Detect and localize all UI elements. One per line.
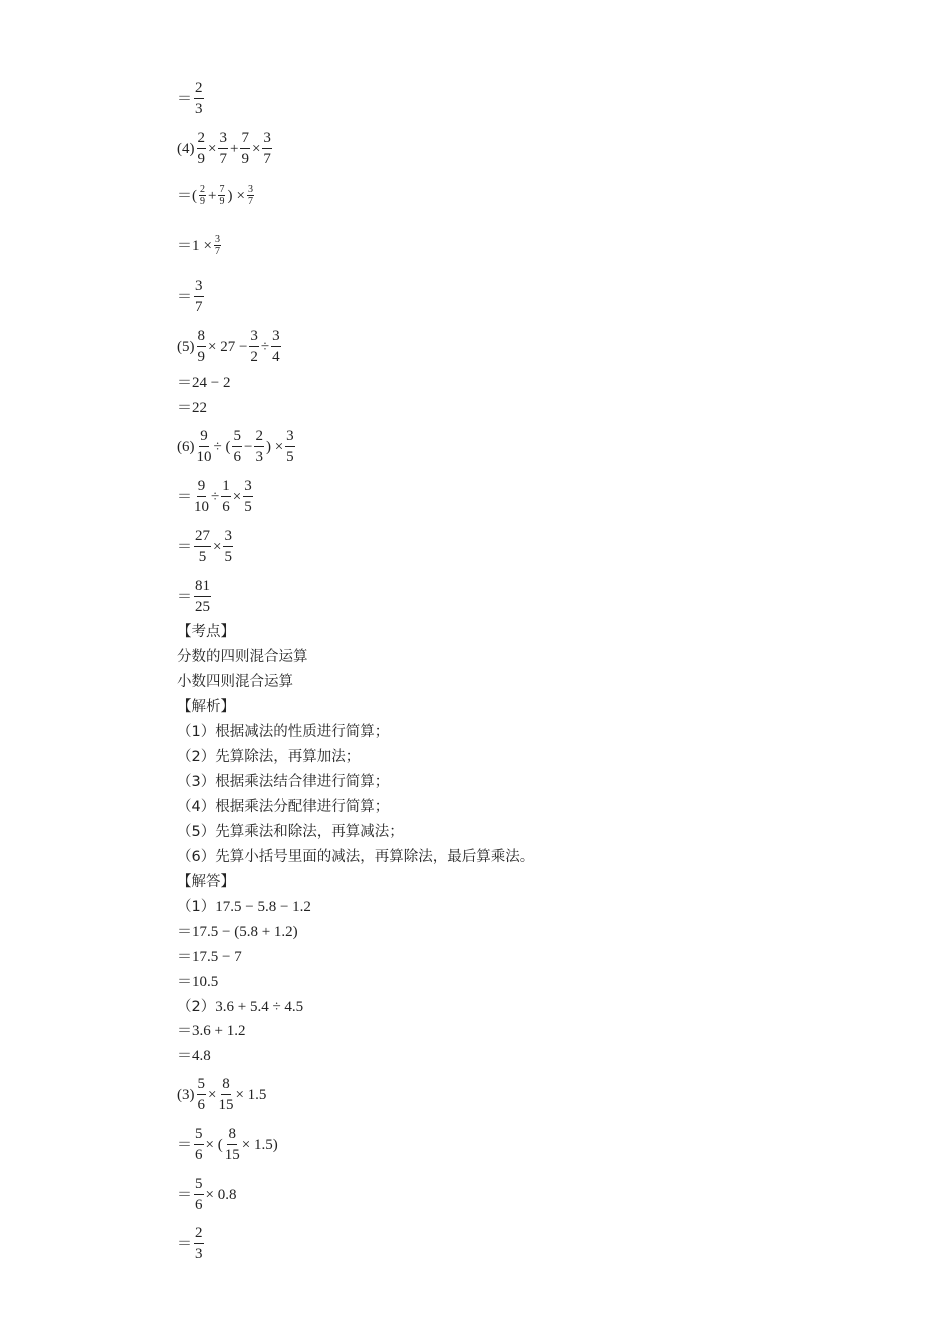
fraction: 2 9 <box>200 184 205 207</box>
problem-1-expression: （1）17.5 − 5.8 − 1.2 <box>177 899 311 915</box>
fraction: $\frac{5}{6}$ <box>197 1076 205 1113</box>
math-line: ＝ $\frac{27}{5}$ × $\frac{3}{5}$ <box>177 528 232 565</box>
fraction: $\frac{2}{3}$ <box>255 428 263 465</box>
list-item: （1）根据减法的性质进行简算； <box>177 724 390 740</box>
fraction: $\frac{3}{2}$ <box>250 328 258 365</box>
math-line: ＝24 − 2 <box>177 375 231 391</box>
fraction: $\frac{5}{6}$ <box>195 1176 203 1213</box>
math-line: ＝ 81 25 <box>177 578 211 615</box>
math-line: ＝17.5 − (5.8 + 1.2) <box>177 924 298 940</box>
fraction: 2 3 <box>195 80 203 117</box>
list-item: 分数的四则混合运算 <box>177 649 308 665</box>
math-line: ＝17.5 − 7 <box>177 949 242 965</box>
fraction: $\frac{3}{5}$ <box>286 428 294 465</box>
fraction: 5 6 <box>233 428 241 465</box>
section-heading-jieda: 【解答】 <box>177 874 235 890</box>
fraction: $\frac{3}{7}$ <box>263 130 271 167</box>
list-item: （6）先算小括号里面的减法，再算除法，最后算乘法。 <box>177 849 535 865</box>
fraction: 3 7 <box>195 278 203 315</box>
fraction: $\frac{3}{7}$ <box>219 130 227 167</box>
fraction: 2 3 <box>195 1225 203 1262</box>
equals-sign: ＝ <box>177 90 193 107</box>
math-line: ＝22 <box>177 400 208 416</box>
math-line: ＝10.5 <box>177 974 219 990</box>
fraction: $\frac{3}{5}$ <box>244 478 252 515</box>
list-item: （5）先算乘法和除法，再算减法； <box>177 824 404 840</box>
list-item: 小数四则混合运算 <box>177 674 293 690</box>
fraction: $\frac{1}{6}$ <box>222 478 230 515</box>
math-line: ＝1 × $\frac{3}{7}$ <box>177 234 220 257</box>
math-line: ＝ $\frac{9}{10}$ ÷ $\frac{1}{6}$ × $\frac{3}{5}$ <box>177 478 252 515</box>
fraction: $\frac{5}{6}$ <box>195 1126 203 1163</box>
fraction: $\frac{7}{9}$ <box>219 184 225 207</box>
section-heading-kaodian: 【考点】 <box>177 624 235 640</box>
problem-5-expression: (5) $\frac{8}{9}$ × 27 − $\frac{3}{2}$ ÷ $\frac{3}{4}$ <box>177 328 280 365</box>
problem-6-expression: (6) $\frac{9}{10}$ ÷ ( 5 6 − $\frac{2}{3}$ ) × $\frac{3}{5}$ <box>177 428 294 465</box>
math-line: ＝3.6 + 1.2 <box>177 1023 246 1039</box>
fraction: $\frac{3}{5}$ <box>224 528 232 565</box>
fraction: $\frac{8}{9}$ <box>197 328 205 365</box>
fraction: $\frac{8}{15}$ <box>224 1126 240 1163</box>
list-item: （2）先算除法，再算加法； <box>177 749 361 765</box>
fraction: $\frac{3}{7}$ <box>247 184 253 207</box>
fraction: $\frac{9}{10}$ <box>194 478 210 515</box>
fraction: $\frac{7}{9}$ <box>241 130 249 167</box>
problem-2-expression: （2）3.6 + 5.4 ÷ 4.5 <box>177 999 304 1015</box>
section-heading-jiexi: 【解析】 <box>177 699 235 715</box>
math-line: ＝ 2 3 <box>177 1225 203 1262</box>
fraction: $\frac{9}{10}$ <box>196 428 212 465</box>
math-line: ＝ 3 7 <box>177 278 203 315</box>
fraction: $\frac{2}{9}$ <box>197 130 205 167</box>
fraction: $\frac{8}{15}$ <box>218 1076 234 1113</box>
fraction: $\frac{3}{4}$ <box>272 328 280 365</box>
math-line: ＝4.8 <box>177 1048 211 1064</box>
fraction: $\frac{27}{5}$ <box>195 528 211 565</box>
list-item: （3）根据乘法结合律进行简算； <box>177 774 390 790</box>
problem-3-expression: (3) $\frac{5}{6}$ × $\frac{8}{15}$ × 1.5 <box>177 1076 267 1113</box>
math-line: ＝( 2 9 + $\frac{7}{9}$ ) × $\frac{3}{7}$ <box>177 184 253 207</box>
fraction: 81 25 <box>195 578 211 615</box>
math-line: ＝ $\frac{5}{6}$ × 0.8 <box>177 1176 237 1213</box>
problem-4-expression: (4) $\frac{2}{9}$ × $\frac{3}{7}$ + $\frac{7}{9}$ × $\frac{3}{7}$ <box>177 130 271 167</box>
math-line: ＝ $\frac{5}{6}$ × ( $\frac{8}{15}$ × 1.5) <box>177 1126 278 1163</box>
fraction: $\frac{3}{7}$ <box>214 234 220 257</box>
math-line <box>177 78 206 119</box>
list-item: （4）根据乘法分配律进行简算； <box>177 799 390 815</box>
